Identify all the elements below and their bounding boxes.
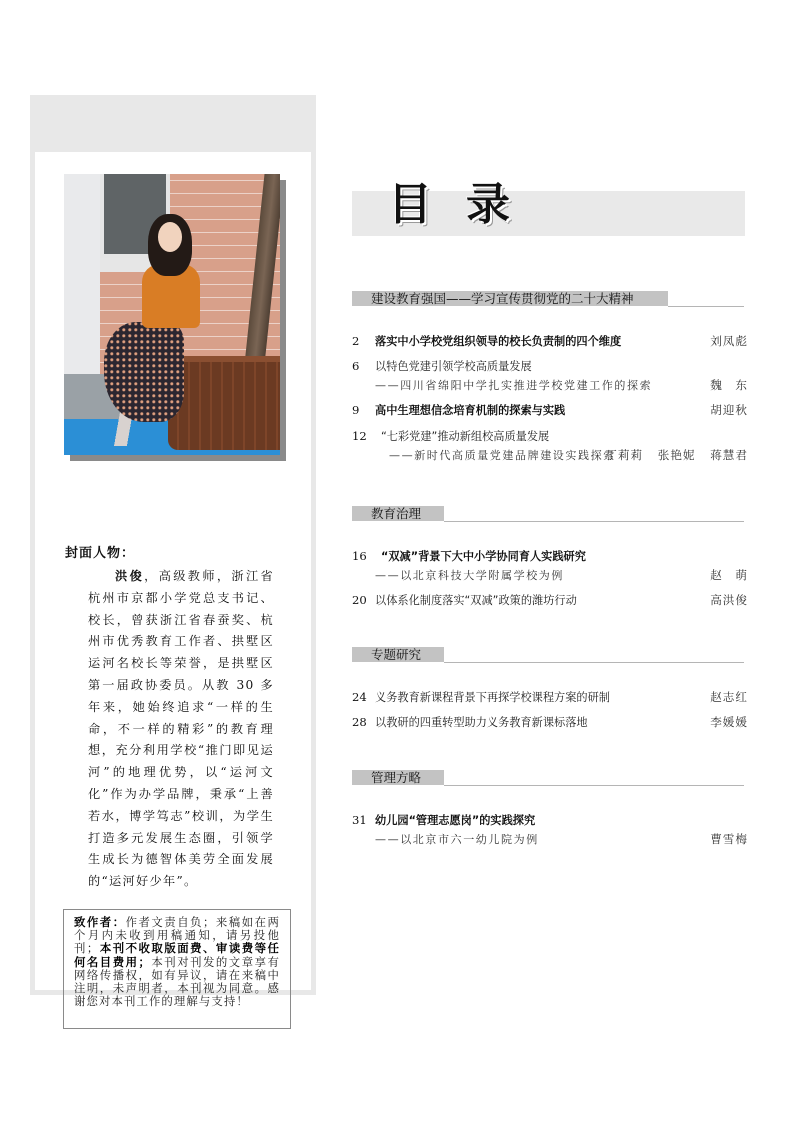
article-author: 高洪俊	[710, 593, 748, 607]
cover-photo	[64, 174, 280, 455]
notice-colon: ：	[112, 915, 126, 929]
face	[158, 222, 182, 252]
article-title[interactable]: “双减”背景下大中小学协同育人实践研究	[381, 550, 586, 563]
notice-to-authors	[63, 909, 291, 1029]
cover-person-bio	[88, 566, 274, 893]
article-subtitle: ——以北京科技大学附属学校为例	[375, 569, 564, 582]
section-header-management-strategy	[352, 770, 744, 786]
section-header-education-power	[352, 291, 744, 307]
cover-person-heading: 封面人物：	[65, 546, 136, 561]
article-title[interactable]: “七彩党建”推动新组校高质量发展	[381, 430, 550, 443]
notice-bold-text: 本刊不收取版面费、审读费等任何名目费用；	[74, 941, 281, 969]
section-label: 教育治理	[352, 506, 444, 521]
article-title[interactable]: 落实中小学校党组织领导的校长负责制的四个维度	[375, 335, 622, 348]
white-pillar	[64, 174, 100, 399]
section-label: 建设教育强国——学习宣传贯彻党的二十大精神	[352, 291, 668, 306]
article-subtitle: ——以北京市六一幼儿院为例	[375, 833, 539, 846]
article-title[interactable]: 以特色党建引领学校高质量发展	[375, 360, 532, 373]
article-author: 魏 东	[710, 378, 748, 392]
floral-skirt	[104, 322, 184, 422]
toc-title-char-2: 录	[466, 179, 510, 230]
page-number: 24	[352, 690, 367, 704]
section-rule	[668, 306, 744, 307]
page-number: 31	[352, 813, 367, 827]
cover-photo-frame	[64, 174, 280, 455]
section-rule	[444, 521, 744, 522]
notice-text-2: 本刊对刊发的文章享有网络传播权，如有异议，请在来稿中注明，未声明者，本刊视为同意。感谢您对本刊工作的理解与支持！	[74, 954, 280, 1009]
section-header-education-governance	[352, 506, 744, 522]
article-author: 刘凤彪	[710, 334, 748, 348]
wooden-bench	[168, 362, 280, 450]
article-author: 赵 萌	[710, 568, 748, 582]
page-number: 20	[352, 593, 367, 607]
article-author: 曹雪梅	[710, 832, 748, 846]
cover-person-card	[35, 152, 311, 1009]
page-number: 28	[352, 715, 367, 729]
article-title[interactable]: 高中生理想信念培育机制的探索与实践	[375, 404, 566, 417]
notice-label: 致作者	[74, 915, 113, 929]
notice-text-1: 作者文责自负；来稿如在两个月内未收到用稿通知，请另投他刊；	[74, 915, 280, 956]
cover-person-panel	[30, 95, 316, 1009]
page-number: 9	[352, 403, 360, 417]
article-title[interactable]: 义务教育新课程背景下再探学校课程方案的研制	[375, 691, 610, 704]
article-title[interactable]: 幼儿园“管理志愿岗”的实践探究	[375, 814, 536, 827]
article-authors: 丁莉莉 张艳妮 蒋慧君	[605, 448, 748, 462]
toc-title	[388, 168, 510, 232]
section-rule	[444, 785, 744, 786]
section-rule	[444, 662, 744, 663]
article-subtitle: ——新时代高质量党建品牌建设实践探索	[389, 449, 616, 462]
section-header-special-research	[352, 647, 744, 663]
toc-title-char-1: 目	[388, 179, 432, 230]
article-author: 李媛媛	[710, 715, 748, 729]
article-title[interactable]: 以教研的四重转型助力义务教育新课标落地	[375, 716, 588, 729]
page-number: 2	[352, 334, 360, 348]
person-name: 洪俊	[114, 569, 145, 583]
article-author: 胡迎秋	[710, 403, 748, 417]
page-number: 12	[352, 429, 367, 443]
page-number: 16	[352, 549, 367, 563]
article-subtitle: ——四川省绵阳中学扎实推进学校党建工作的探索	[375, 379, 653, 392]
bio-text: ，高级教师，浙江省杭州市京都小学党总支书记、校长，曾获浙江省春蚕奖、杭州市优秀教育工作者、拱墅区运河名校长等荣誉，是拱墅区第一届政协委员。从教 30 多年来，她始终追求“一样的生命，不一样的精彩”的教育理想，充分利用学校“推门即见运河”的地理优势，以“运河文化”作为办学品牌，秉承“上善若水，博学笃志”校训，为学生打造多元发展生态圈，引领学生成长为德智体美劳全面发展的“运河好少年”。	[88, 569, 274, 889]
article-author: 赵志红	[710, 690, 748, 704]
section-label: 专题研究	[352, 647, 444, 662]
article-title[interactable]: 以体系化制度落实“双减”政策的潍坊行动	[375, 594, 577, 607]
page-number: 6	[352, 359, 360, 373]
section-label: 管理方略	[352, 770, 444, 785]
